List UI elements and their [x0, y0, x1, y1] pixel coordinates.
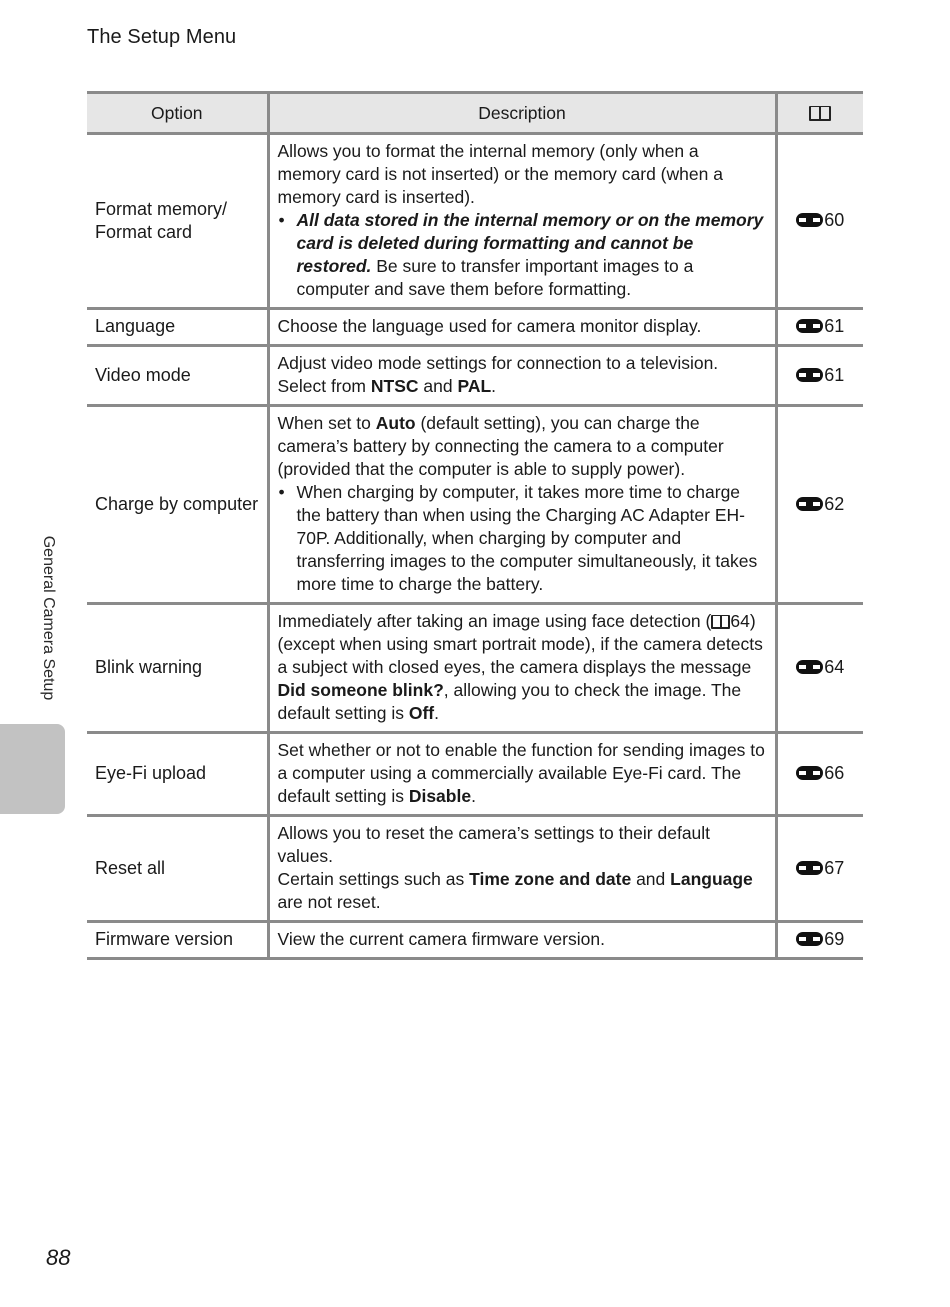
- page-reference[interactable]: 61: [776, 309, 863, 346]
- e-reference-icon: [796, 660, 823, 674]
- table-row: [87, 922, 863, 959]
- option-cell: Video mode: [87, 346, 268, 406]
- e-reference-icon: [796, 766, 823, 780]
- page-reference[interactable]: 66: [776, 733, 863, 816]
- description-text: Allows you to format the internal memory (only when a memory card is not inserted) or the memory card (when a memory card is inserted).: [277, 141, 723, 207]
- e-reference-icon: [796, 861, 823, 875]
- description-cell: [268, 816, 776, 922]
- table-header-row: [87, 93, 863, 134]
- description-cell: [268, 134, 776, 309]
- page-reference[interactable]: 64: [776, 604, 863, 733]
- table-row: [87, 733, 863, 816]
- page-reference[interactable]: 62: [776, 406, 863, 604]
- description-cell: Choose the language used for camera monitor display.: [268, 309, 776, 346]
- option-cell: Eye-Fi upload: [87, 733, 268, 816]
- option-cell: Firmware version: [87, 922, 268, 959]
- e-reference-icon: [796, 213, 823, 227]
- page-reference[interactable]: 67: [776, 816, 863, 922]
- table-row: [87, 604, 863, 733]
- description-cell: Adjust video mode settings for connection to a television. Select from NTSC and PAL.: [268, 346, 776, 406]
- page-reference[interactable]: 60: [776, 134, 863, 309]
- table-row: [87, 346, 863, 406]
- book-reference-icon: [809, 106, 831, 121]
- description-cell: View the current camera firmware version.: [268, 922, 776, 959]
- bullet-note: • When charging by computer, it takes more time to charge the battery than when using the Charging AC Adapter EH-70P. Additionally, when charging by computer and transferring images to the computer simultaneously, it takes more time to charge the battery.: [278, 481, 767, 596]
- page-reference[interactable]: 69: [776, 922, 863, 959]
- option-cell: Charge by computer: [87, 406, 268, 604]
- description-cell: Immediately after taking an image using face detection ( 64) (except when using smart portrait mode), if the camera detects a subject with closed eyes, the camera displays the message Did someone blink?, allowing you to check the image. The default setting is Off.: [268, 604, 776, 733]
- description-text: Allows you to reset the camera’s settings to their default values.: [277, 823, 711, 866]
- e-reference-icon: [796, 319, 823, 333]
- setup-menu-table: [87, 91, 863, 960]
- option-cell: Reset all: [87, 816, 268, 922]
- option-column-header: Option: [87, 93, 268, 134]
- section-tab: [0, 724, 65, 814]
- e-reference-icon: [796, 497, 823, 511]
- table-row: [87, 406, 863, 604]
- option-cell: Language: [87, 309, 268, 346]
- e-reference-icon: [796, 368, 823, 382]
- book-reference-icon: [711, 615, 730, 629]
- description-cell: Set whether or not to enable the function for sending images to a computer using a commercially available Eye-Fi card. The default setting is Disable.: [268, 733, 776, 816]
- section-label: General Camera Setup: [40, 535, 57, 701]
- option-cell: Blink warning: [87, 604, 268, 733]
- inline-page-link[interactable]: 64: [730, 611, 750, 631]
- table-row: [87, 309, 863, 346]
- e-reference-icon: [796, 932, 823, 946]
- bullet-note: • All data stored in the internal memory or on the memory card is deleted during formatting and cannot be restored. Be sure to transfer important images to a computer and save them before formatting.: [278, 209, 767, 301]
- page-title: The Setup Menu: [87, 26, 237, 48]
- reference-column-header: [776, 93, 863, 134]
- table-row: [87, 816, 863, 922]
- option-cell: Format memory/ Format card: [87, 134, 268, 309]
- description-text: Certain settings such as Time zone and date and Language are not reset.: [277, 869, 753, 912]
- description-cell: [268, 406, 776, 604]
- page-reference[interactable]: 61: [776, 346, 863, 406]
- page-number: 88: [46, 1245, 71, 1270]
- description-text: When set to Auto (default setting), you can charge the camera’s battery by connecting the camera to a computer (provided that the computer is able to supply power).: [277, 413, 724, 479]
- table-row: [87, 134, 863, 309]
- description-column-header: Description: [268, 93, 776, 134]
